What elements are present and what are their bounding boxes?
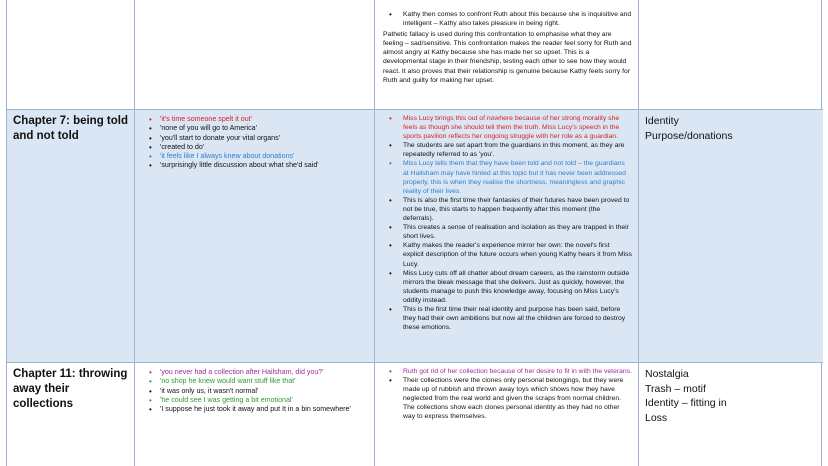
quotes-cell — [135, 110, 375, 362]
quote-item: • 'he could see I was getting a bit emotional' — [149, 396, 370, 405]
quote-item: • 'none of you will go to America' — [149, 124, 370, 133]
list-item: • This is also the first time their fantasies of their futures have been proved to not be true, this starts to happen frequently after this moment (the deferrals). — [383, 196, 632, 223]
analysis-paragraph: Pathetic fallacy is used during this confrontation to emphasise what they are feeling – sad/sensitive. This confrontation makes the reader feel sorry for Ruth and almost angry at Kathy because she has made her so upset. This is a developmental stage in their friendship, testing each other to see how they would react. It also proves that their relationship is genuine because Kathy feels sorry for Ruth and guilty for making her upset. — [383, 31, 632, 84]
table-row — [7, 0, 823, 110]
themes-list — [639, 363, 823, 429]
themes-cell — [639, 0, 823, 109]
theme-item: Nostalgia — [645, 368, 689, 380]
list-item: • Kathy then comes to confront Ruth about this because she is inquisitive and intelligent – Kathy also takes pleasure in being right. — [383, 10, 632, 28]
analysis-list — [383, 114, 632, 332]
chapter-cell — [7, 0, 135, 109]
list-item: • The students are set apart from the guardians in this moment, as they are repeatedly referred to as 'you'. — [383, 141, 632, 159]
analysis-cell — [375, 0, 639, 109]
quote-item: • 'you'll start to donate your vital organs' — [149, 134, 370, 143]
list-item: • Miss Lucy tells them that they have been told and not told – the guardians at Hailsham may have hinted at this topic but it has never been addressed properly, this is when they realise the shortness, meaningless and graphic reality of their lives. — [383, 159, 632, 195]
quote-item: • 'created to do' — [149, 143, 370, 152]
quote-item: • 'it was only us, it wasn't normal' — [149, 387, 370, 396]
quote-item: • 'you never had a collection after Hailsham, did you?' — [149, 368, 370, 377]
notes-table — [6, 0, 822, 466]
quote-item: • 'it's time someone spelt it out' — [149, 115, 370, 124]
themes-list — [639, 110, 823, 147]
chapter-title: Chapter 7: being told and not told — [13, 115, 128, 142]
themes-cell — [639, 110, 823, 362]
table-row — [7, 110, 823, 363]
analysis-cell — [375, 363, 639, 466]
analysis-list — [383, 10, 632, 28]
list-item: • This creates a sense of realisation and isolation as they are trapped in their short lives. — [383, 223, 632, 241]
list-item: • This is the first time their real identity and purpose has been said, before they had their own ambitions but now all the children are forced to destroy these emotions. — [383, 305, 632, 332]
quotes-list — [135, 363, 374, 414]
quote-item: • 'I suppose he just took it away and put It in a bin somewhere' — [149, 405, 370, 414]
theme-item: Purpose/donations — [645, 129, 733, 142]
quote-item: • 'no shop he knew would want stuff like that' — [149, 377, 370, 386]
list-item: • Miss Lucy cuts off all chatter about dream careers, as the rainstorm outside mirrors the bleak message that she delivers. Just as quickly, however, the students manage to push this knowledge away, focusing on Miss Lucy's oddity instead. — [383, 269, 632, 305]
quote-item: • 'it feels like I always knew about donations' — [149, 152, 370, 161]
quotes-cell — [135, 363, 375, 466]
table-row — [7, 363, 823, 466]
chapter-title: Chapter 11: throwing away their collections — [13, 368, 128, 410]
quote-item: • 'surprisingly little discussion about what she'd said' — [149, 161, 370, 170]
analysis-cell — [375, 110, 639, 362]
theme-item: Trash – motif — [645, 382, 706, 395]
theme-item: Identity – fitting in — [645, 397, 727, 409]
quotes-list — [135, 110, 374, 171]
list-item: • Ruth got rid of her collection because of her desire to fit in with the veterans. — [383, 367, 632, 376]
list-item: • Miss Lucy brings this out of nowhere because of her strong morality she feels as though she should tell them the truth. Miss Lucy's speech in the sports pavilion reflects her ongoing struggle with her role as a guardian. — [383, 114, 632, 141]
theme-item: Loss — [645, 411, 668, 424]
analysis-list — [383, 367, 632, 422]
chapter-cell — [7, 363, 135, 466]
quotes-cell — [135, 0, 375, 109]
list-item: • Kathy makes the reader's experience mirror her own: the novel's first explicit description of the future occurs when young Kathy hears it from Miss Lucy. — [383, 241, 632, 268]
list-item: • Their collections were the clones only personal belongings, but they were made up of rubbish and thrown away toys which shows how they have neglected from the real world and given the scraps from normal children. The collections show each clones personal identity as they had no other way to express themselves. — [383, 376, 632, 421]
theme-item: Identity — [645, 115, 679, 127]
chapter-cell — [7, 110, 135, 362]
themes-cell — [639, 363, 823, 466]
